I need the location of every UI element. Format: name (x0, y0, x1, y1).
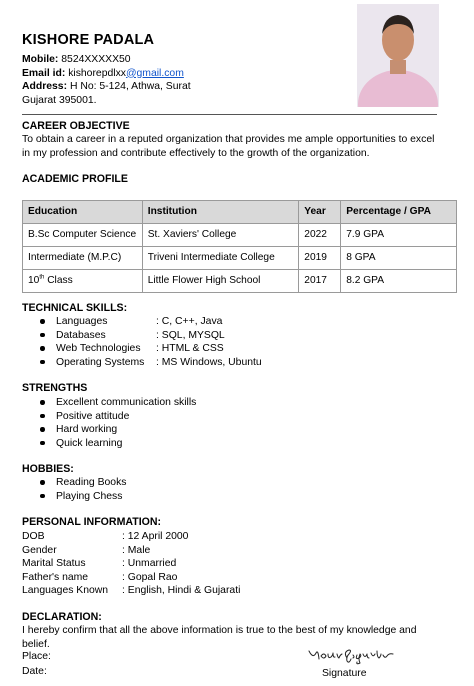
info-label: Father's name (22, 571, 89, 583)
person-silhouette-icon (357, 4, 439, 107)
skill-value: : MS Windows, Ubuntu (156, 356, 262, 368)
email-label: Email id: (22, 67, 66, 79)
strengths-heading: STRENGTHS (22, 382, 88, 394)
address-line1: H No: 5-124, Athwa, Surat (69, 81, 191, 92)
academic-table (22, 200, 457, 293)
info-row (22, 557, 240, 571)
list-item: Positive attitude (40, 410, 196, 424)
class-number: 10 (28, 275, 40, 287)
info-label: Languages Known (22, 585, 109, 596)
personal-heading: PERSONAL INFORMATION: (22, 516, 162, 528)
class-ordinal: th (39, 274, 45, 281)
table-cell: Little Flower High School (142, 270, 299, 293)
profile-photo (357, 4, 439, 107)
info-label: DOB (22, 531, 45, 542)
hobbies-heading: HOBBIES: (22, 463, 74, 475)
info-row (22, 544, 240, 558)
skill-key: Web Technologies (56, 343, 141, 354)
info-value: : Male (122, 544, 151, 556)
table-row (23, 224, 457, 247)
info-value: : Gopal Rao (122, 571, 178, 583)
academic-heading: ACADEMIC PROFILE (22, 173, 128, 185)
list-item (40, 329, 262, 343)
table-cell: 8.2 GPA (341, 270, 457, 293)
table-cell: Intermediate (M.P.C) (23, 247, 143, 270)
objective-text: To obtain a career in a reputed organization that provides me ample opportunities to excel in my profession and contribute effectively to the growth of the organization. (22, 134, 435, 159)
table-cell: Triveni Intermediate College (142, 247, 299, 270)
contact-block (22, 53, 342, 107)
skill-key: Operating Systems (56, 356, 145, 368)
table-cell: 2017 (299, 270, 341, 293)
date-label: Date: (22, 666, 47, 677)
email-link[interactable]: @gmail.com (125, 67, 184, 79)
mobile-value: 8524XXXXX50 (61, 54, 131, 65)
address-label: Address: (22, 81, 68, 92)
table-row (23, 247, 457, 270)
table-row (23, 270, 457, 293)
declaration-heading: DECLARATION: (22, 611, 102, 623)
email-line (22, 67, 342, 81)
column-header: Education (23, 201, 143, 224)
class-label: Class (47, 275, 73, 287)
mobile-label: Mobile: (22, 54, 59, 65)
table-cell: 2022 (299, 224, 341, 247)
info-value: : 12 April 2000 (122, 531, 189, 542)
hobbies-list (40, 476, 126, 503)
list-item (40, 315, 262, 329)
signature-image (307, 645, 395, 665)
list-item: Excellent communication skills (40, 396, 196, 410)
info-row (22, 530, 240, 544)
header-divider (22, 114, 437, 115)
technical-list (40, 315, 262, 369)
email-user: kishorepdlxx (68, 67, 126, 79)
skill-value: : C, C++, Java (156, 316, 223, 327)
info-value: : English, Hindi & Gujarati (122, 585, 241, 596)
list-item: Hard working (40, 423, 196, 437)
list-item: Playing Chess (40, 490, 126, 504)
table-cell: St. Xaviers' College (142, 224, 299, 247)
column-header: Institution (142, 201, 299, 224)
list-item (40, 356, 262, 370)
signature-label: Signature (322, 668, 367, 679)
technical-heading: TECHNICAL SKILLS: (22, 302, 128, 314)
table-header-row (23, 201, 457, 224)
info-value: : Unmarried (122, 558, 177, 569)
table-cell: 7.9 GPA (341, 224, 457, 247)
strengths-list (40, 396, 196, 450)
info-row (22, 571, 240, 585)
skill-value: : SQL, MYSQL (156, 329, 225, 341)
declaration-text: I hereby confirm that all the above information is true to the best of my knowledge and belief. (22, 625, 417, 650)
skill-key: Languages (56, 316, 108, 327)
list-item: Reading Books (40, 476, 126, 490)
candidate-name: KISHORE PADALA (22, 32, 155, 48)
table-cell (23, 270, 143, 293)
skill-value: : HTML & CSS (156, 343, 224, 354)
list-item (40, 342, 262, 356)
address-line (22, 80, 342, 94)
table-cell: B.Sc Computer Science (23, 224, 143, 247)
skill-key: Databases (56, 329, 106, 341)
table-cell: 2019 (299, 247, 341, 270)
info-row (22, 584, 240, 598)
objective-heading: CAREER OBJECTIVE (22, 120, 130, 132)
table-cell: 8 GPA (341, 247, 457, 270)
address-line2: Gujarat 395001. (22, 94, 97, 106)
personal-info (22, 530, 240, 598)
info-label: Marital Status (22, 558, 86, 569)
place-label: Place: (22, 651, 51, 662)
list-item: Quick learning (40, 437, 196, 451)
mobile-line (22, 53, 342, 67)
info-label: Gender (22, 544, 57, 556)
column-header: Year (299, 201, 341, 224)
column-header: Percentage / GPA (341, 201, 457, 224)
